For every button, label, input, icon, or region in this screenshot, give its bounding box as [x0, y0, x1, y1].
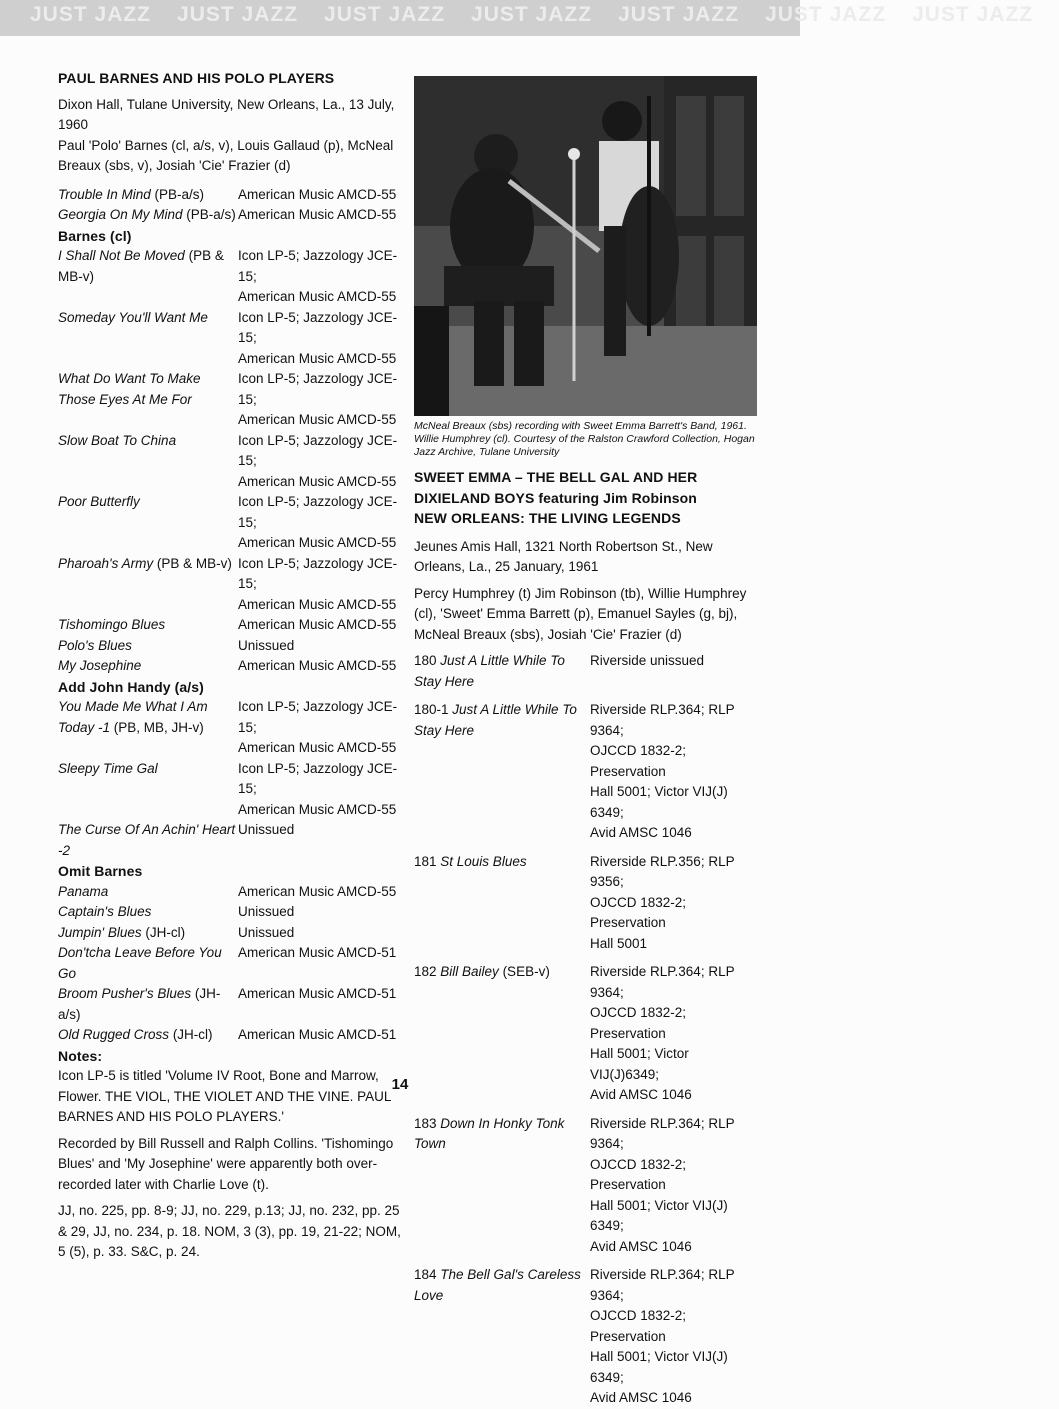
- header-banner-word: JUST JAZZ: [177, 3, 299, 26]
- track-release: [238, 882, 402, 903]
- track-personnel-note: (JH-cl): [169, 1027, 213, 1042]
- release-line: American Music AMCD-55: [238, 207, 397, 222]
- track-row: [58, 1025, 402, 1046]
- track-title: [58, 820, 238, 861]
- track-row: [58, 656, 402, 677]
- session-venue-sweet-emma: Jeunes Amis Hall, 1321 North Robertson St., New Orleans, La., 25 January, 1961: [414, 538, 713, 574]
- track-title-text: Old Rugged Cross: [58, 1027, 170, 1042]
- release-line: Avid AMSC 1046: [590, 825, 692, 840]
- release-line: Hall 5001; Victor VIJ(J) 6349;: [590, 1349, 728, 1385]
- release-line: Unissued: [238, 924, 295, 940]
- matrix-title-text: St Louis Blues: [440, 853, 527, 869]
- photo-caption: McNeal Breaux (sbs) recording with Sweet Emma Barrett's Band, 1961. Willie Humphrey (cl). Courtesy of the Ralston Crawford Collection, Hogan Jazz Archive, Tulane University: [414, 420, 755, 458]
- track-title-text: Pharoah's Army: [58, 555, 154, 571]
- page-header-banner: [0, 0, 1034, 36]
- release-line: American Music AMCD-55: [238, 596, 397, 612]
- matrix-title-text: Bill Bailey: [440, 964, 499, 979]
- track-title: [58, 902, 238, 923]
- header-banner-word: JUST JAZZ: [324, 3, 446, 26]
- matrix-title-text: The Bell Gal's Careless Love: [414, 1267, 581, 1303]
- track-release: [238, 943, 402, 984]
- track-title-text: The Curse Of An Achin' Heart -2: [58, 822, 236, 858]
- track-release: [238, 923, 402, 944]
- header-banner-word: JUST JAZZ: [30, 3, 152, 26]
- track-row: [58, 369, 402, 431]
- track-release: [238, 902, 402, 923]
- track-row: [58, 984, 402, 1025]
- track-personnel-note: (PB-a/s): [150, 186, 205, 202]
- release-line: Avid AMSC 1046: [590, 1087, 692, 1102]
- track-personnel-note: (PB & MB-v): [153, 555, 232, 571]
- header-banner-text: [30, 3, 1059, 27]
- session-venue: Dixon Hall, Tulane University, New Orleans, La., 13 July, 1960: [58, 96, 395, 132]
- matrix-personnel-note: (SEB-v): [498, 964, 550, 979]
- release-line: Unissued: [238, 637, 295, 653]
- track-title-text: You Made Me What I Am Today -1: [58, 699, 208, 735]
- track-release: [238, 308, 402, 370]
- release-line: American Music AMCD-55: [238, 801, 397, 817]
- release-line: Hall 5001; Victor VIJ(J) 6349;: [590, 1197, 728, 1233]
- release-line: American Music AMCD-55: [238, 350, 397, 366]
- track-row: [58, 615, 402, 636]
- matrix-number: 181: [414, 853, 441, 869]
- release-line: OJCCD 1832-2; Preservation: [590, 1005, 687, 1041]
- matrix-title-text: Just A Little While To Stay Here: [414, 653, 565, 689]
- track-personnel-note: (PB-a/s): [182, 207, 236, 222]
- track-title: [58, 923, 238, 944]
- release-line: Riverside unissued: [590, 653, 705, 668]
- matrix-track-title: [414, 1265, 590, 1409]
- track-title: [58, 1025, 238, 1046]
- release-line: Icon LP-5; Jazzology JCE-15;: [238, 309, 398, 345]
- subheading-omit-barnes: Omit Barnes: [58, 863, 143, 879]
- release-line: Unissued: [238, 822, 295, 837]
- track-title: [58, 984, 238, 1025]
- track-list-group-2: [58, 246, 402, 677]
- track-personnel-note: (PB, MB, JH-v): [110, 719, 204, 735]
- matrix-track-title: [414, 852, 590, 955]
- track-title-text: Polo's Blues: [58, 637, 132, 653]
- release-line: Icon LP-5; Jazzology JCE-15;: [238, 760, 398, 796]
- notes-heading: Notes:: [58, 1047, 103, 1064]
- release-line: Icon LP-5; Jazzology JCE-15;: [238, 494, 398, 530]
- release-line: Riverside RLP.364; RLP 9364;: [590, 964, 735, 1000]
- track-personnel-note: (JH-cl): [141, 924, 186, 940]
- release-line: Riverside RLP.356; RLP 9356;: [590, 853, 735, 889]
- release-line: Hall 5001: [590, 935, 648, 951]
- session-personnel: Paul 'Polo' Barnes (cl, a/s, v), Louis Gallaud (p), McNeal Breaux (sbs, v), Josiah 'Cie' Frazier (d): [58, 137, 394, 173]
- track-row: [58, 205, 402, 226]
- track-title-text: Trouble In Mind: [58, 186, 151, 202]
- release-line: American Music AMCD-55: [238, 658, 397, 673]
- release-line: Hall 5001; Victor VIJ(J) 6349;: [590, 784, 728, 820]
- subheading-add-handy: Add John Handy (a/s): [58, 678, 204, 695]
- note-paragraph-3: JJ, no. 225, pp. 8-9; JJ, no. 229, p.13; JJ, no. 232, pp. 25 & 29, JJ, no. 234, p. 18. NOM, 3 (3), pp. 19, 21-22; NOM, 5 (5), p. 33. S&C, p. 24.: [58, 1203, 401, 1259]
- track-title: [58, 492, 238, 554]
- release-line: Icon LP-5; Jazzology JCE-15;: [238, 432, 398, 468]
- track-title: [58, 246, 238, 308]
- matrix-track-row: [414, 1114, 759, 1258]
- release-line: American Music AMCD-55: [238, 740, 397, 755]
- release-line: OJCCD 1832-2; Preservation: [590, 1308, 687, 1344]
- track-title: [58, 882, 238, 903]
- track-row: [58, 923, 402, 944]
- matrix-release: [590, 1114, 759, 1258]
- matrix-track-row: [414, 1265, 759, 1409]
- track-row: [58, 636, 402, 657]
- track-title-text: What Do Want To Make Those Eyes At Me For: [58, 371, 201, 407]
- release-line: American Music AMCD-51: [238, 945, 397, 960]
- matrix-number: 180: [414, 653, 441, 668]
- matrix-number: 183: [414, 1115, 441, 1131]
- session-title-sweet-emma: SWEET EMMA – THE BELL GAL AND HER DIXIELAND BOYS featuring Jim Robinson: [414, 469, 698, 506]
- track-title-text: I Shall Not Be Moved: [58, 248, 185, 263]
- matrix-track-row: [414, 700, 759, 844]
- track-title: [58, 185, 238, 206]
- track-row: [58, 759, 402, 821]
- track-title-text: Sleepy Time Gal: [58, 760, 158, 776]
- release-line: American Music AMCD-51: [238, 986, 397, 1001]
- track-title-text: Jumpin' Blues: [58, 924, 142, 940]
- track-title: [58, 308, 238, 370]
- release-line: Riverside RLP.364; RLP 9364;: [590, 1115, 735, 1151]
- track-title: [58, 636, 238, 657]
- track-title-text: Don'tcha Leave Before You Go: [58, 945, 222, 981]
- track-title-text: Poor Butterfly: [58, 494, 140, 509]
- matrix-track-title: [414, 1114, 590, 1258]
- track-release: [238, 554, 402, 616]
- track-release: [238, 615, 402, 636]
- release-line: American Music AMCD-55: [238, 412, 397, 427]
- track-row: [58, 554, 402, 616]
- track-row: [58, 697, 402, 759]
- track-title: [58, 205, 238, 226]
- track-release: [238, 246, 402, 308]
- release-line: American Music AMCD-55: [238, 535, 397, 550]
- track-title: [58, 369, 238, 431]
- matrix-number: 184: [414, 1267, 441, 1282]
- release-line: Riverside RLP.364; RLP 9364;: [590, 702, 735, 738]
- track-title-text: Georgia On My Mind: [58, 207, 183, 222]
- track-list-group-1: [58, 185, 402, 226]
- matrix-title-text: Down In Honky Tonk Town: [414, 1115, 565, 1151]
- track-list-group-3: [58, 697, 402, 861]
- matrix-release: [590, 700, 759, 844]
- release-line: Icon LP-5; Jazzology JCE-15;: [238, 248, 398, 284]
- matrix-release: [590, 852, 759, 955]
- track-row: [58, 902, 402, 923]
- track-release: [238, 369, 402, 431]
- track-release: [238, 697, 402, 759]
- track-release: [238, 656, 402, 677]
- release-line: Icon LP-5; Jazzology JCE-15;: [238, 555, 398, 591]
- matrix-release: [590, 651, 759, 692]
- track-row: [58, 431, 402, 493]
- track-personnel-note: (JH-a/s): [58, 986, 221, 1022]
- matrix-track-title: [414, 651, 590, 692]
- release-line: Unissued: [238, 904, 295, 919]
- track-row: [58, 308, 402, 370]
- track-title-text: Someday You'll Want Me: [58, 309, 208, 325]
- track-title: [58, 697, 238, 759]
- matrix-track-row: [414, 852, 759, 955]
- release-line: Icon LP-5; Jazzology JCE-15;: [238, 371, 398, 407]
- header-banner-word: JUST JAZZ: [765, 3, 887, 26]
- track-title-text: Panama: [58, 883, 109, 899]
- release-line: Hall 5001; Victor VIJ(J)6349;: [590, 1046, 689, 1082]
- release-line: OJCCD 1832-2; Preservation: [590, 894, 687, 930]
- track-row: [58, 820, 402, 861]
- page-number: 14: [391, 1076, 409, 1093]
- release-line: American Music AMCD-55: [238, 473, 397, 489]
- release-line: American Music AMCD-51: [238, 1027, 397, 1042]
- track-title-text: Captain's Blues: [58, 904, 152, 919]
- release-line: OJCCD 1832-2; Preservation: [590, 1156, 687, 1192]
- track-title: [58, 759, 238, 821]
- photo-musicians-recording: [414, 76, 757, 416]
- matrix-number: 180-1: [414, 702, 453, 717]
- matrix-track-row: [414, 651, 759, 692]
- session-personnel-sweet-emma: Percy Humphrey (t) Jim Robinson (tb), Willie Humphrey (cl), 'Sweet' Emma Barrett (p), Emanuel Sayles (g, bj), McNeal Breaux (sbs), Josiah 'Cie' Frazier (d): [414, 585, 747, 642]
- track-personnel-note: (PB & MB-v): [58, 248, 224, 284]
- release-line: American Music AMCD-55: [238, 186, 397, 202]
- track-release: [238, 185, 402, 206]
- track-release: [238, 492, 402, 554]
- track-row: [58, 492, 402, 554]
- note-paragraph-1: Icon LP-5 is titled 'Volume IV Root, Bone and Marrow, Flower. THE VIOL, THE VIOLET AND THE VINE. PAUL BARNES AND HIS POLO PLAYERS.': [58, 1068, 391, 1124]
- header-banner-word: JUST JAZZ: [618, 3, 740, 26]
- track-release: [238, 759, 402, 821]
- track-row: [58, 882, 402, 903]
- release-line: OJCCD 1832-2; Preservation: [590, 743, 687, 779]
- track-title-text: Slow Boat To China: [58, 432, 177, 448]
- release-line: American Music AMCD-55: [238, 883, 397, 899]
- photo-illustration: [414, 76, 757, 416]
- track-release: [238, 636, 402, 657]
- track-title: [58, 431, 238, 493]
- note-paragraph-2: Recorded by Bill Russell and Ralph Collins. 'Tishomingo Blues' and 'My Josephine' were apparently both over-recorded later with Charlie Love (t).: [58, 1135, 394, 1192]
- track-release: [238, 431, 402, 493]
- right-column: [414, 467, 759, 1409]
- release-line: Icon LP-5; Jazzology JCE-15;: [238, 699, 398, 735]
- track-release: [238, 984, 402, 1025]
- track-title: [58, 554, 238, 616]
- track-title-text: My Josephine: [58, 658, 142, 673]
- track-row: [58, 185, 402, 206]
- track-title-text: Broom Pusher's Blues: [58, 986, 192, 1001]
- matrix-title-text: Just A Little While To Stay Here: [414, 702, 577, 738]
- release-line: Avid AMSC 1046: [590, 1238, 692, 1254]
- album-title-living-legends: NEW ORLEANS: THE LIVING LEGENDS: [414, 510, 681, 526]
- track-row: [58, 943, 402, 984]
- matrix-track-list: [414, 651, 759, 1409]
- track-release: [238, 1025, 402, 1046]
- track-title: [58, 943, 238, 984]
- track-release: [238, 820, 402, 861]
- subheading-barnes-cl: Barnes (cl): [58, 227, 132, 244]
- track-title-text: Tishomingo Blues: [58, 617, 166, 632]
- track-title: [58, 615, 238, 636]
- track-list-group-4: [58, 882, 402, 1046]
- release-line: Avid AMSC 1046: [590, 1390, 692, 1405]
- track-row: [58, 246, 402, 308]
- matrix-release: [590, 1265, 759, 1409]
- header-banner-word: JUST JAZZ: [471, 3, 593, 26]
- matrix-track-title: [414, 700, 590, 844]
- matrix-number: 182: [414, 964, 441, 979]
- release-line: American Music AMCD-55: [238, 617, 397, 632]
- track-title: [58, 656, 238, 677]
- release-line: Riverside RLP.364; RLP 9364;: [590, 1267, 735, 1303]
- release-line: American Music AMCD-55: [238, 289, 397, 304]
- session-title-barnes: PAUL BARNES AND HIS POLO PLAYERS: [58, 70, 335, 86]
- header-banner-word: JUST JAZZ: [912, 3, 1034, 26]
- track-release: [238, 205, 402, 226]
